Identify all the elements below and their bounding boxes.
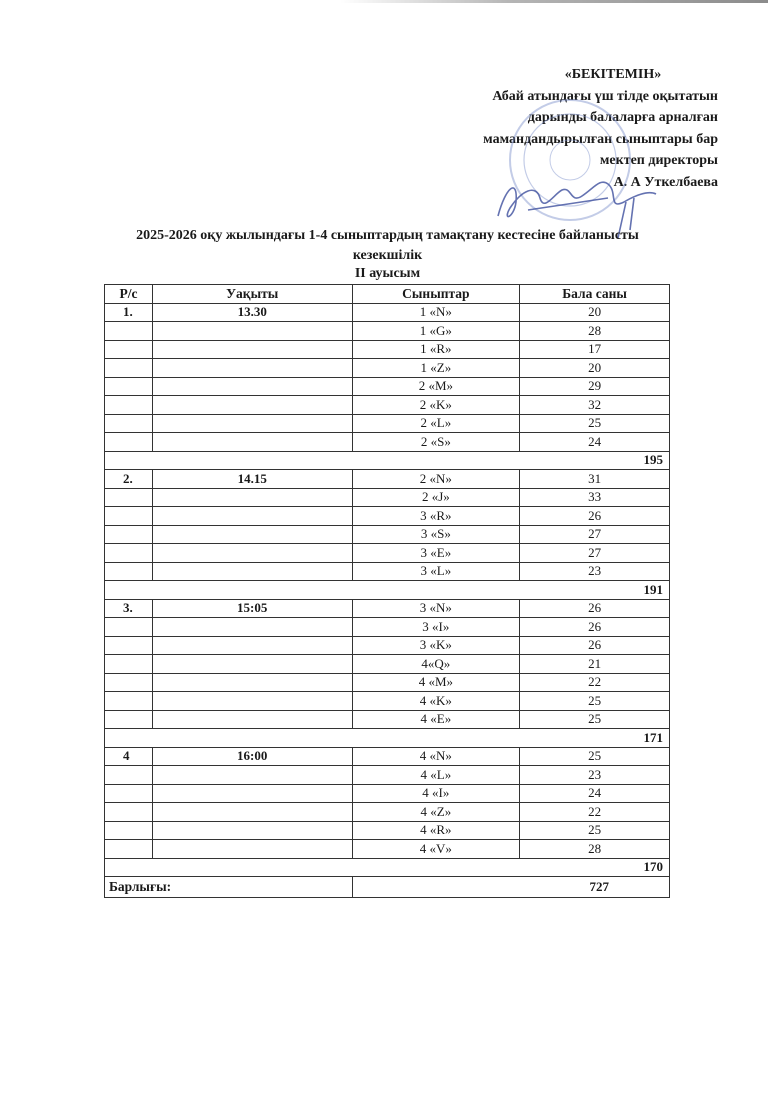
class-cell: 3 «I» bbox=[352, 618, 520, 637]
class-cell: 4 «I» bbox=[352, 784, 520, 803]
count-cell: 20 bbox=[520, 303, 670, 322]
class-cell: 3 «R» bbox=[352, 507, 520, 526]
director-name: А. А Уткелбаева bbox=[613, 174, 718, 190]
table-row bbox=[105, 507, 670, 526]
class-cell: 2 «L» bbox=[352, 414, 520, 433]
count-cell: 17 bbox=[520, 340, 670, 359]
approval-line-3: мамандандырылған сыныптары бар bbox=[483, 131, 718, 147]
count-cell: 25 bbox=[520, 414, 670, 433]
class-cell: 2 «J» bbox=[352, 488, 520, 507]
count-cell: 25 bbox=[520, 692, 670, 711]
count-cell: 25 bbox=[520, 710, 670, 729]
subtotal-row bbox=[105, 581, 670, 600]
table-row bbox=[105, 359, 670, 378]
count-cell: 22 bbox=[520, 803, 670, 822]
class-cell: 4 «Z» bbox=[352, 803, 520, 822]
subtotal-row bbox=[105, 858, 670, 877]
group-time: 16:00 bbox=[152, 747, 352, 766]
class-cell: 4 «K» bbox=[352, 692, 520, 711]
class-cell: 1 «Z» bbox=[352, 359, 520, 378]
count-cell: 27 bbox=[520, 525, 670, 544]
class-cell: 4«Q» bbox=[352, 655, 520, 674]
table-row bbox=[105, 821, 670, 840]
count-cell: 26 bbox=[520, 599, 670, 618]
count-cell: 26 bbox=[520, 636, 670, 655]
table-header-row bbox=[105, 285, 670, 304]
table-row bbox=[105, 673, 670, 692]
group-time: 15:05 bbox=[152, 599, 352, 618]
document-title bbox=[100, 226, 675, 266]
table-row bbox=[105, 710, 670, 729]
class-cell: 4 «V» bbox=[352, 840, 520, 859]
count-cell: 23 bbox=[520, 562, 670, 581]
approval-line-2: дарынды балаларға арналған bbox=[527, 110, 718, 125]
table-row bbox=[105, 340, 670, 359]
subtotal-row bbox=[105, 729, 670, 748]
class-cell: 2 «S» bbox=[352, 433, 520, 452]
header-number: Р/с bbox=[105, 285, 153, 304]
table-row bbox=[105, 840, 670, 859]
count-cell: 28 bbox=[520, 322, 670, 341]
count-cell: 26 bbox=[520, 618, 670, 637]
count-cell: 23 bbox=[520, 766, 670, 785]
total-value: 727 bbox=[352, 877, 670, 898]
subtotal-value: 195 bbox=[105, 451, 670, 470]
class-cell: 4 «M» bbox=[352, 673, 520, 692]
header-count: Бала саны bbox=[520, 285, 670, 304]
count-cell: 33 bbox=[520, 488, 670, 507]
class-cell: 3 «S» bbox=[352, 525, 520, 544]
count-cell: 21 bbox=[520, 655, 670, 674]
table-row bbox=[105, 692, 670, 711]
count-cell: 20 bbox=[520, 359, 670, 378]
table-row bbox=[105, 636, 670, 655]
schedule-table bbox=[104, 284, 670, 898]
count-cell: 26 bbox=[520, 507, 670, 526]
group-time: 13.30 bbox=[152, 303, 352, 322]
table-row bbox=[105, 525, 670, 544]
group-time: 14.15 bbox=[152, 470, 352, 489]
class-cell: 3 «N» bbox=[352, 599, 520, 618]
total-label: Барлығы: bbox=[105, 877, 353, 898]
table-row bbox=[105, 618, 670, 637]
class-cell: 2 «N» bbox=[352, 470, 520, 489]
approval-line-1: Абай атындағы үш тілде оқытатын bbox=[492, 88, 718, 104]
total-row bbox=[105, 877, 670, 898]
table-row bbox=[105, 655, 670, 674]
class-cell: 3 «E» bbox=[352, 544, 520, 563]
count-cell: 27 bbox=[520, 544, 670, 563]
class-cell: 4 «E» bbox=[352, 710, 520, 729]
approval-block bbox=[388, 64, 718, 193]
subtotal-value: 171 bbox=[105, 729, 670, 748]
table-row bbox=[105, 784, 670, 803]
group-number: 2. bbox=[105, 470, 153, 489]
class-cell: 1 «G» bbox=[352, 322, 520, 341]
table-row bbox=[105, 599, 670, 618]
table-row bbox=[105, 488, 670, 507]
table-row bbox=[105, 803, 670, 822]
class-cell: 3 «L» bbox=[352, 562, 520, 581]
scan-edge-line bbox=[340, 0, 768, 3]
title-line-1: 2025-2026 оқу жылындағы 1-4 сыныптардың тамақтану кестесіне байланысты bbox=[136, 228, 639, 243]
table-row bbox=[105, 377, 670, 396]
group-number: 1. bbox=[105, 303, 153, 322]
class-cell: 1 «R» bbox=[352, 340, 520, 359]
class-cell: 2 «K» bbox=[352, 396, 520, 415]
table-row bbox=[105, 414, 670, 433]
class-cell: 4 «N» bbox=[352, 747, 520, 766]
header-time: Уақыты bbox=[152, 285, 352, 304]
table-row bbox=[105, 562, 670, 581]
group-number: 4 bbox=[105, 747, 153, 766]
count-cell: 31 bbox=[520, 470, 670, 489]
title-line-2: кезекшілік bbox=[352, 248, 423, 263]
count-cell: 25 bbox=[520, 747, 670, 766]
class-cell: 1 «N» bbox=[352, 303, 520, 322]
table-row bbox=[105, 544, 670, 563]
count-cell: 24 bbox=[520, 433, 670, 452]
subtotal-value: 170 bbox=[105, 858, 670, 877]
count-cell: 24 bbox=[520, 784, 670, 803]
table-row bbox=[105, 766, 670, 785]
table-row bbox=[105, 470, 670, 489]
count-cell: 32 bbox=[520, 396, 670, 415]
count-cell: 25 bbox=[520, 821, 670, 840]
approval-line-4: мектеп директоры bbox=[599, 153, 718, 168]
count-cell: 29 bbox=[520, 377, 670, 396]
count-cell: 28 bbox=[520, 840, 670, 859]
table-row bbox=[105, 747, 670, 766]
table-row bbox=[105, 303, 670, 322]
group-number: 3. bbox=[105, 599, 153, 618]
subtotal-row bbox=[105, 451, 670, 470]
shift-label: II ауысым bbox=[354, 266, 421, 281]
table-row bbox=[105, 433, 670, 452]
approval-title: «БЕКІТЕМІН» bbox=[564, 67, 662, 82]
table-row bbox=[105, 322, 670, 341]
header-classes: Сыныптар bbox=[352, 285, 520, 304]
class-cell: 4 «L» bbox=[352, 766, 520, 785]
subtotal-value: 191 bbox=[105, 581, 670, 600]
class-cell: 4 «R» bbox=[352, 821, 520, 840]
class-cell: 3 «K» bbox=[352, 636, 520, 655]
count-cell: 22 bbox=[520, 673, 670, 692]
class-cell: 2 «M» bbox=[352, 377, 520, 396]
table-row bbox=[105, 396, 670, 415]
